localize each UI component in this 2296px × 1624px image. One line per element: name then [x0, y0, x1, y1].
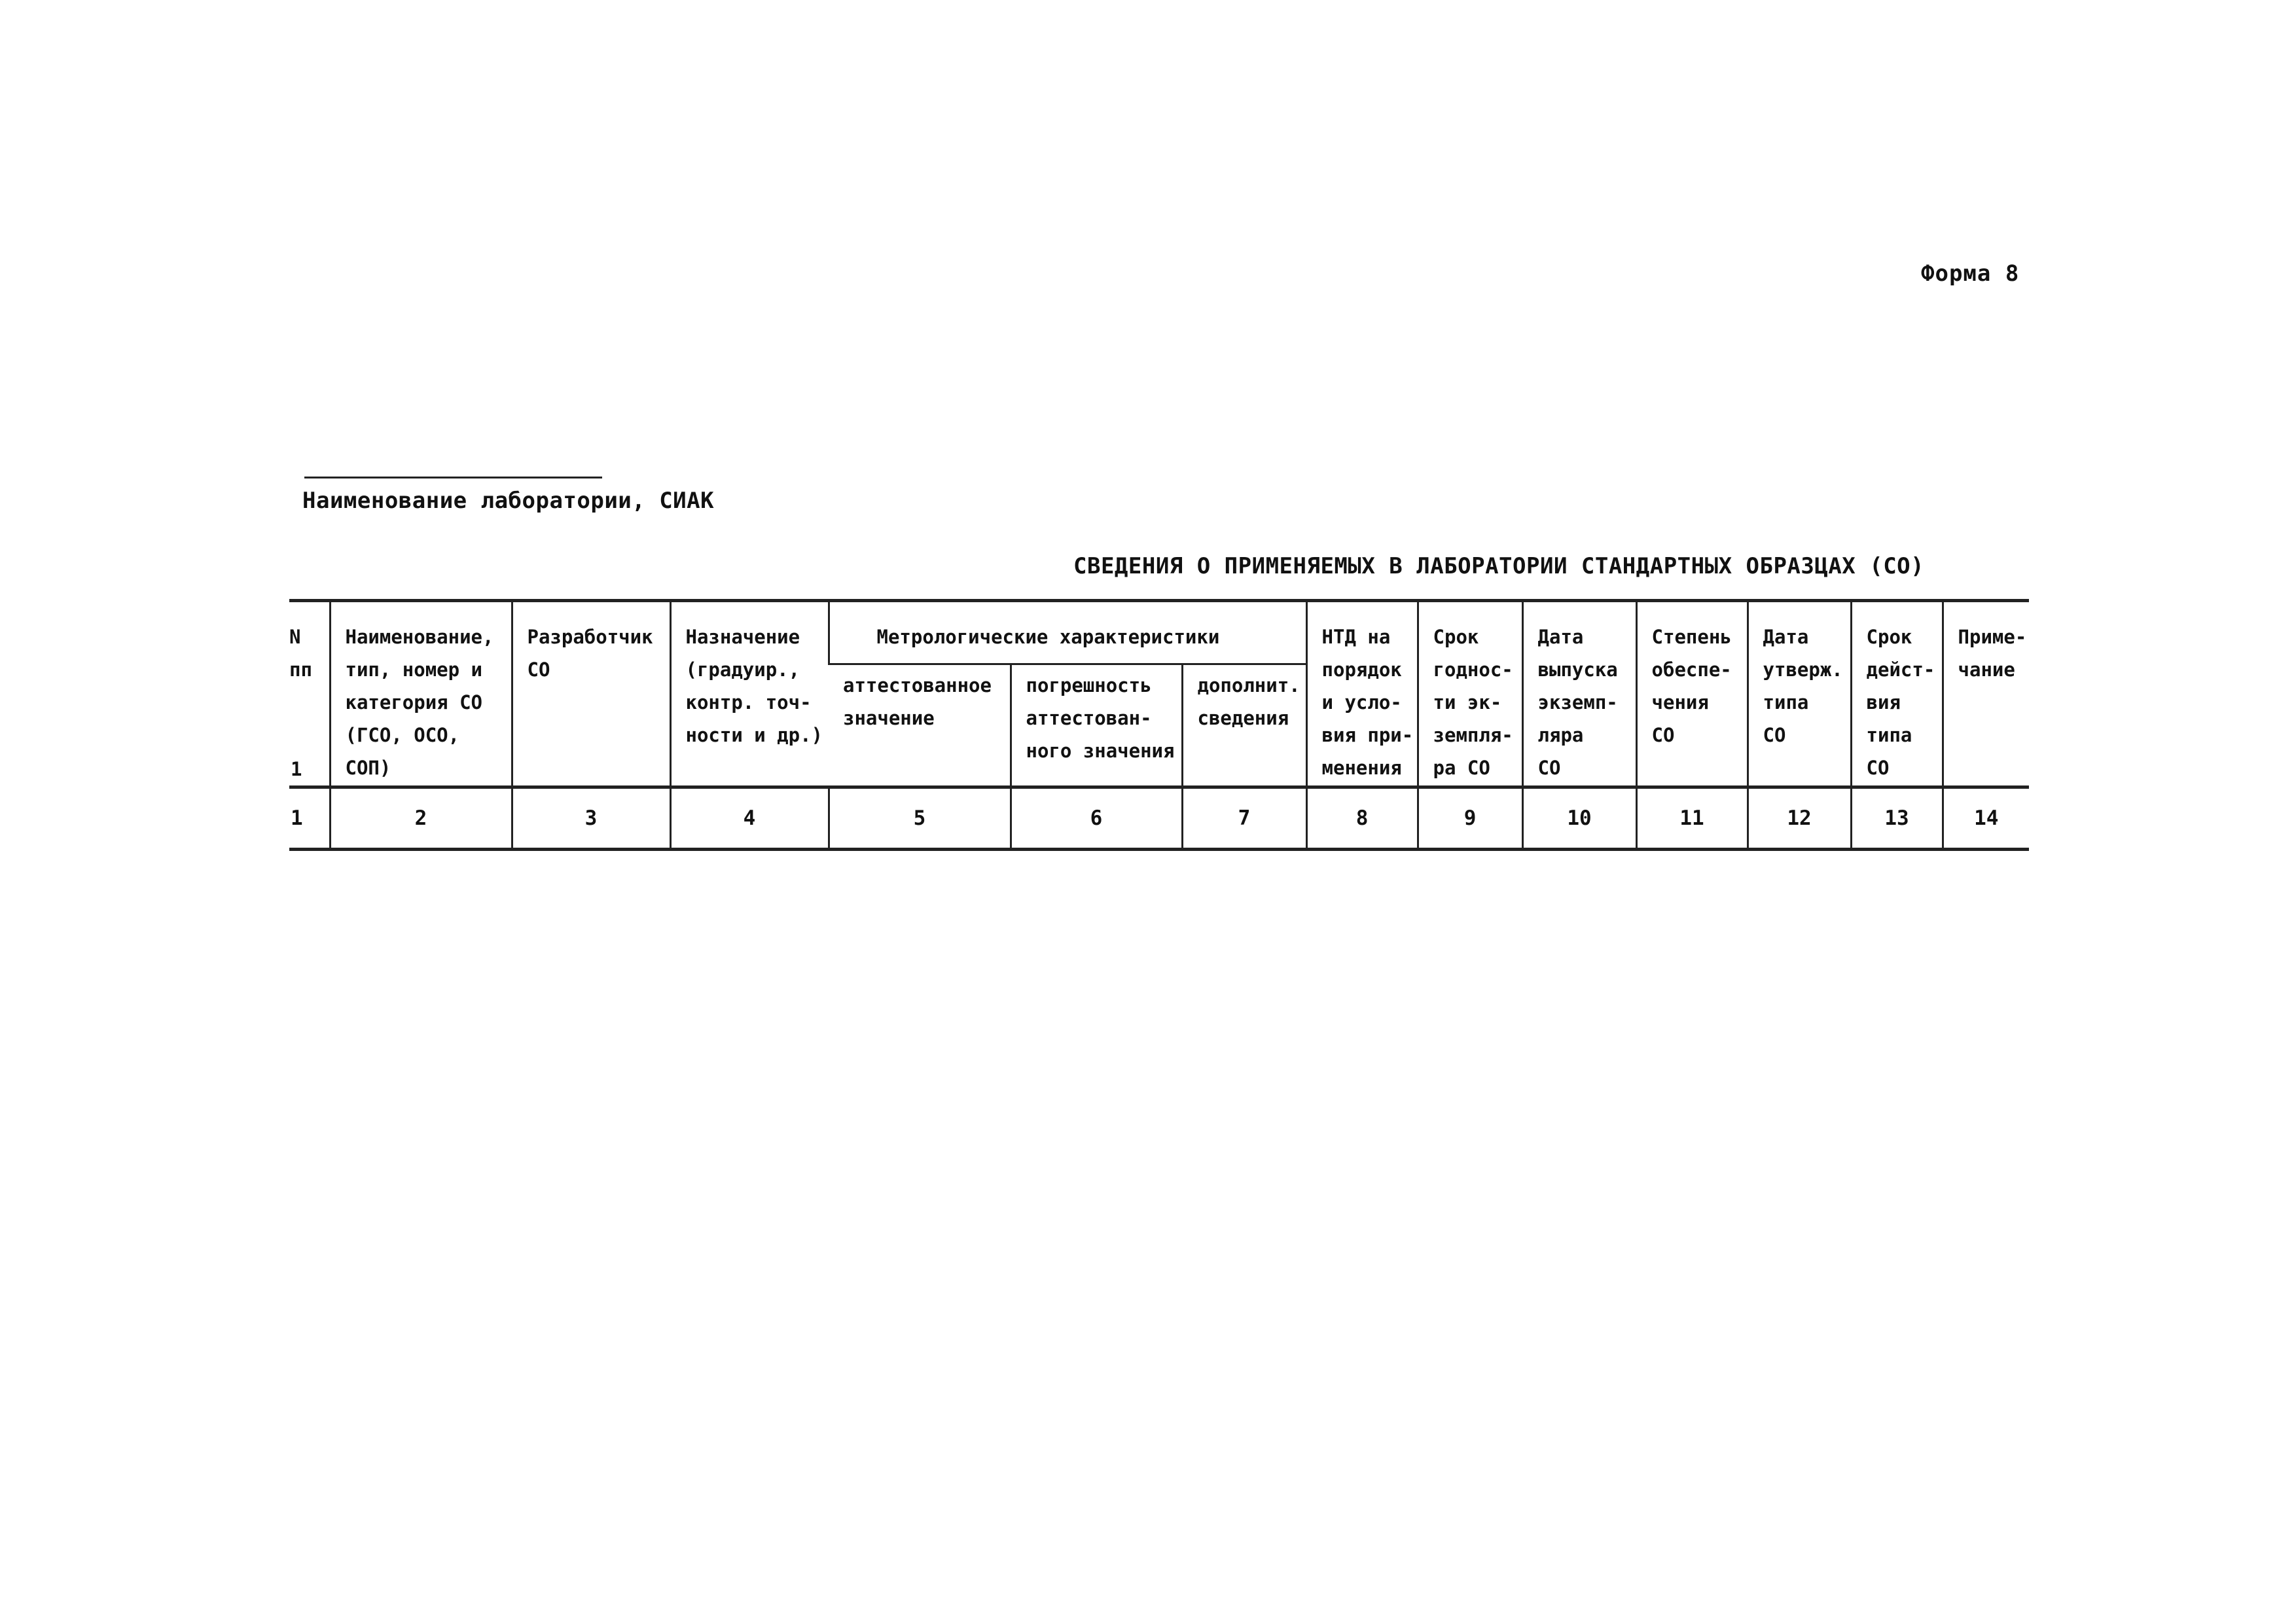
column-number-10: 10	[1522, 787, 1636, 850]
column-number-6: 6	[1011, 787, 1182, 850]
table-title: СВЕДЕНИЯ О ПРИМЕНЯЕМЫХ В ЛАБОРАТОРИИ СТАНДАРТНЫХ ОБРАЗЦАХ (СО)	[1073, 553, 1925, 579]
reference-samples-table	[289, 599, 2029, 851]
column-number-13: 13	[1851, 787, 1943, 850]
header-normative-docs: НТД на порядок и усло- вия при- менения	[1306, 601, 1418, 787]
column-number-7: 7	[1182, 787, 1306, 850]
column-number-9: 9	[1418, 787, 1522, 850]
column-number-8: 8	[1306, 787, 1418, 850]
header-row-number	[289, 601, 330, 787]
header-type-approval-date: Дата утверж. типа СО	[1748, 601, 1851, 787]
header-certified-value: аттестованное значение	[829, 664, 1011, 787]
column-number-12: 12	[1748, 787, 1851, 850]
header-developer: Разработчик СО	[512, 601, 670, 787]
header-note: Приме- чание	[1943, 601, 2029, 787]
header-certified-value-error: погрешность аттестован- ного значения	[1011, 664, 1182, 787]
header-row-number-label: N пп	[289, 626, 312, 681]
form-number-label: Форма 8	[1921, 261, 2020, 287]
column-number-14: 14	[1943, 787, 2029, 850]
column-number-1: 1	[289, 787, 330, 850]
column-number-11: 11	[1636, 787, 1748, 850]
column-number-3: 3	[512, 787, 670, 850]
lab-name-underline	[304, 477, 602, 478]
header-purpose: Назначение (градуир., контр. точ- ности и др.)	[670, 601, 829, 787]
header-name-type: Наименование, тип, номер и категория СО (ГСО, ОСО, СОП)	[330, 601, 512, 787]
header-additional-info: дополнит. сведения	[1182, 664, 1306, 787]
column-number-4: 4	[670, 787, 829, 850]
header-release-date: Дата выпуска экземп- ляра СО	[1522, 601, 1636, 787]
header-shelf-life: Срок годнос- ти эк- земпля- ра СО	[1418, 601, 1522, 787]
lab-name-caption: Наименование лаборатории, СИАК	[302, 488, 715, 514]
header-type-validity: Срок дейст- вия типа СО	[1851, 601, 1943, 787]
header-row-number-sub: 1	[291, 758, 302, 780]
column-number-2: 2	[330, 787, 512, 850]
column-number-5: 5	[829, 787, 1011, 850]
header-supply-degree: Степень обеспе- чения СО	[1636, 601, 1748, 787]
column-number-row	[289, 787, 2029, 850]
header-metrological-characteristics: Метрологические характеристики	[829, 601, 1306, 664]
